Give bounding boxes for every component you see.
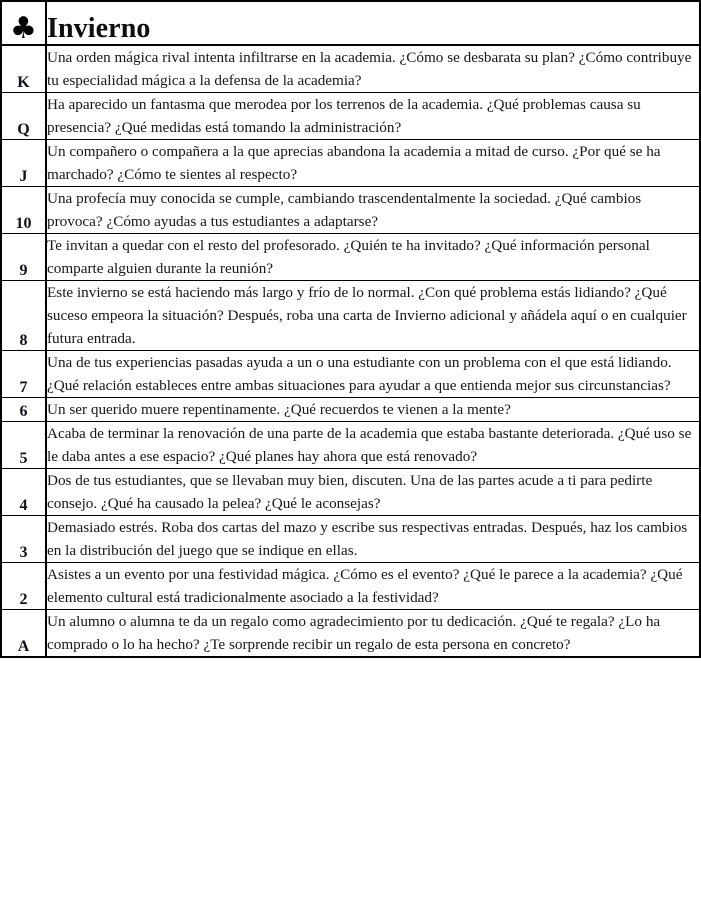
suit-symbol-cell [1,1,46,45]
table-row [1,516,700,563]
table-row [1,93,700,140]
table-row [1,398,700,422]
card-prompt-cell [46,140,700,187]
card-prompt-text: Una profecía muy conocida se cumple, cambiando trascendentalmente la sociedad. ¿Qué cambios provoca? ¿Cómo ayudas a tus estudiantes a adaptarse? [47,190,642,230]
card-prompt-cell [46,469,700,516]
card-prompt-cell [46,516,700,563]
card-rank-label: 9 [1,234,46,281]
card-prompt-text: Dos de tus estudiantes, que se llevaban muy bien, discuten. Una de las partes acude a ti para pedirte consejo. ¿Qué ha causado la pelea? ¿Qué le aconsejas? [47,472,653,512]
card-rank-label: 4 [1,469,46,516]
card-prompt-cell [46,351,700,398]
table-row [1,281,700,351]
card-prompt-cell [46,234,700,281]
table-body [1,1,700,657]
card-rank-label: A [1,610,46,658]
card-prompt-text: Ha aparecido un fantasma que merodea por los terrenos de la academia. ¿Qué problemas causa su presencia? ¿Qué medidas está tomando la administración? [47,96,641,136]
card-rank-label: 10 [1,187,46,234]
card-prompt-cell [46,563,700,610]
card-prompt-text: Una orden mágica rival intenta infiltrarse en la academia. ¿Cómo se desbarata su plan? ¿Cómo contribuye tu especialidad mágica a la defensa de la academia? [47,49,692,89]
table-row [1,351,700,398]
card-prompt-text: Un ser querido muere repentinamente. ¿Qué recuerdos te vienen a la mente? [47,401,511,418]
table-row [1,234,700,281]
card-prompt-text: Te invitan a quedar con el resto del profesorado. ¿Quién te ha invitado? ¿Qué información personal comparte alguien durante la reunión? [47,237,650,277]
card-rank-label: Q [1,93,46,140]
card-rank-label: 8 [1,281,46,351]
card-prompt-text: Asistes a un evento por una festividad mágica. ¿Cómo es el evento? ¿Qué le parece a la academia? ¿Qué elemento cultural está tradicionalmente asociado a la festividad? [47,566,683,606]
table-header-row [1,1,700,45]
table-row [1,187,700,234]
card-prompt-cell [46,93,700,140]
card-prompt-cell [46,422,700,469]
card-prompt-cell [46,45,700,93]
card-rank-label: 5 [1,422,46,469]
title-cell [46,1,700,45]
card-prompt-cell [46,610,700,658]
table-row [1,469,700,516]
card-rank-label: 6 [1,398,46,422]
card-prompt-cell [46,281,700,351]
table-row [1,140,700,187]
page-title: Invierno [47,13,151,44]
card-rank-label: 3 [1,516,46,563]
card-rank-label: K [1,45,46,93]
clubs-suit-icon: ♣ [10,11,37,46]
table-row [1,610,700,658]
table-row [1,563,700,610]
table-row [1,422,700,469]
table-row [1,45,700,93]
card-prompt-text: Este invierno se está haciendo más largo y frío de lo normal. ¿Con qué problema estás lidiando? ¿Qué suceso empeora la situación? Después, roba una carta de Invierno adicional y añádela aquí o en cualquier futura entrada. [47,284,687,347]
card-rank-label: J [1,140,46,187]
card-prompt-text: Una de tus experiencias pasadas ayuda a un o una estudiante con un problema con el que está lidiando. ¿Qué relación estableces entre ambas situaciones para ayudar a que entienda mejor sus circunstancias? [47,354,672,394]
card-prompt-text: Demasiado estrés. Roba dos cartas del mazo y escribe sus respectivas entradas. Después, haz los cambios en la distribución del juego que se indique en ellas. [47,519,688,559]
card-prompt-cell [46,398,700,422]
card-rank-label: 2 [1,563,46,610]
card-prompt-cell [46,187,700,234]
card-rank-label: 7 [1,351,46,398]
card-prompt-text: Un alumno o alumna te da un regalo como agradecimiento por tu dedicación. ¿Qué te regala? ¿Lo ha comprado o lo ha hecho? ¿Te sorprende recibir un regalo de esta persona en concreto? [47,613,661,653]
card-prompt-text: Un compañero o compañera a la que aprecias abandona la academia a mitad de curso. ¿Por qué se ha marchado? ¿Cómo te sientes al respecto? [47,143,661,183]
card-prompt-text: Acaba de terminar la renovación de una parte de la academia que estaba bastante deteriorada. ¿Qué uso se le daba antes a ese espacio? ¿Qué planes hay ahora que está renovado? [47,425,692,465]
